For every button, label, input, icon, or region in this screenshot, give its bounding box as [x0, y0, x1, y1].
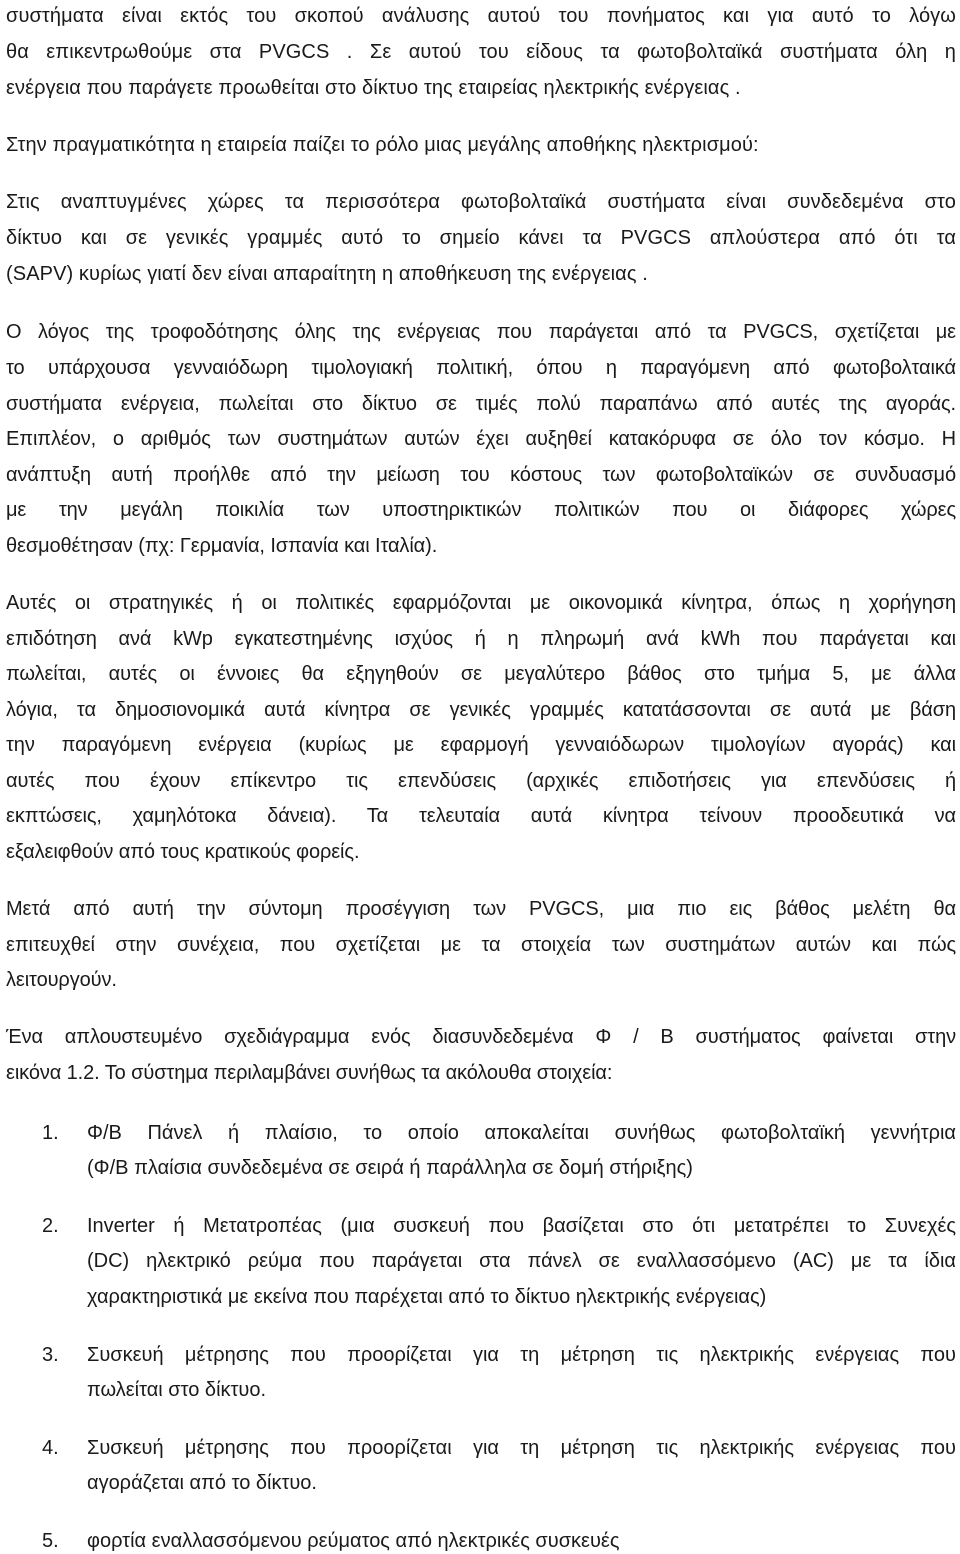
list-item-2-line-1: Inverter ή Μετατροπέας (μια συσκευή που βασίζεται στο ότι μετατρέπει το Συνεχές	[87, 1215, 956, 1237]
paragraph-5-line-8: εξαλειφθούν από τους κρατικούς φορείς.	[6, 841, 360, 863]
paragraph-5-line-6: αυτές που έχουν επίκεντρο τις επενδύσεις (αρχικές επιδοτήσεις για επενδύσεις ή	[6, 770, 956, 792]
paragraph-3-line-2: δίκτυο και σε γενικές γραμμές αυτό το σημείο κάνει τα PVGCS απλούστερα από ότι τα	[6, 227, 956, 249]
list-item-2-line-2: (DC) ηλεκτρικό ρεύμα που παράγεται στα πάνελ σε εναλλασσόμενο (AC) με τα ίδια	[87, 1250, 956, 1272]
paragraph-1-line-2: θα επικεντρωθούμε στα PVGCS . Σε αυτού του είδους τα φωτοβολταϊκά συστήματα όλη η	[6, 41, 956, 63]
list-item-1-line-1: Φ/Β Πάνελ ή πλαίσιο, το οποίο αποκαλείται συνήθως φωτοβολταϊκή γεννήτρια	[87, 1122, 956, 1144]
list-number: 2.	[42, 1215, 59, 1237]
list-item-1-line-2: (Φ/Β πλαίσια συνδεδεμένα σε σειρά ή παράλληλα σε δομή στήριξης)	[87, 1157, 693, 1179]
paragraph-3-line-1: Στις αναπτυγμένες χώρες τα περισσότερα φωτοβολταϊκά συστήματα είναι συνδεδεμένα στο	[6, 191, 956, 213]
paragraph-4-line-7: θεσμοθέτησαν (πχ: Γερμανία, Ισπανία και Ιταλία).	[6, 535, 438, 557]
list-item-4-line-1: Συσκευή μέτρησης που προορίζεται για τη μέτρηση τις ηλεκτρικής ενέργειας που	[87, 1437, 956, 1459]
list-item-3-line-1: Συσκευή μέτρησης που προορίζεται για τη μέτρηση τις ηλεκτρικής ενέργειας που	[87, 1344, 956, 1366]
paragraph-7-line-1: Ένα απλουστευμένο σχεδιάγραμμα ενός διασυνδεδεμένα Φ / Β συστήματος φαίνεται στην	[6, 1026, 956, 1048]
paragraph-4-line-6: με την μεγάλη ποικιλία των υποστηρικτικών πολιτικών που οι διάφορες χώρες	[6, 499, 956, 521]
paragraph-5-line-1: Αυτές οι στρατηγικές ή οι πολιτικές εφαρμόζονται με οικονομικά κίνητρα, όπως η χορήγηση	[6, 592, 956, 614]
list-number: 3.	[42, 1344, 59, 1366]
paragraph-5-line-7: εκπτώσεις, χαμηλότοκα δάνεια). Τα τελευταία αυτά κίνητρα τείνουν προοδευτικά να	[6, 805, 956, 827]
list-number: 4.	[42, 1437, 59, 1459]
paragraph-1-line-3: ενέργεια που παράγετε προωθείται στο δίκτυο της εταιρείας ηλεκτρικής ενέργειας .	[6, 77, 741, 99]
paragraph-1-line-1: συστήματα είναι εκτός του σκοπού ανάλυσης αυτού του πονήματος και για αυτό το λόγω	[6, 5, 956, 27]
paragraph-5-line-3: πωλείται, αυτές οι έννοιες θα εξηγηθούν σε μεγαλύτερο βάθος στο τμήμα 5, με άλλα	[6, 663, 956, 685]
list-number: 5.	[42, 1530, 59, 1552]
paragraph-3-line-3: (SAPV) κυρίως γιατί δεν είναι απαραίτητη η αποθήκευση της ενέργειας .	[6, 263, 648, 285]
list-item-2-line-3: χαρακτηριστικά με εκείνα που παρέχεται από το δίκτυο ηλεκτρικής ενέργειας)	[87, 1286, 767, 1308]
list-item-3-line-2: πωλείται στο δίκτυο.	[87, 1379, 267, 1401]
list-item-4-line-2: αγοράζεται από το δίκτυο.	[87, 1472, 317, 1494]
paragraph-5-line-2: επιδότηση ανά kWp εγκατεστημένης ισχύος ή η πληρωμή ανά kWh που παράγεται και	[6, 628, 956, 650]
paragraph-4-line-2: το υπάρχουσα γενναιόδωρη τιμολογιακή πολιτική, όπου η παραγόμενη από φωτοβολταικά	[6, 357, 956, 379]
paragraph-5-line-4: λόγια, τα δημοσιονομικά αυτά κίνητρα σε γενικές γραμμές κατατάσσονται σε αυτά με βάση	[6, 699, 956, 721]
paragraph-2-line-1: Στην πραγματικότητα η εταιρεία παίζει το ρόλο μιας μεγάλης αποθήκης ηλεκτρισμού:	[6, 134, 759, 156]
paragraph-4-line-1: Ο λόγος της τροφοδότησης όλης της ενέργειας που παράγεται από τα PVGCS, σχετίζεται με	[6, 321, 956, 343]
paragraph-6-line-2: επιτευχθεί στην συνέχεια, που σχετίζεται με τα στοιχεία των συστημάτων αυτών και πώς	[6, 934, 956, 956]
paragraph-6-line-1: Μετά από αυτή την σύντομη προσέγγιση των PVGCS, μια πιο εις βάθος μελέτη θα	[6, 898, 956, 920]
paragraph-6-line-3: λειτουργούν.	[6, 969, 117, 991]
paragraph-5-line-5: την παραγόμενη ενέργεια (κυρίως με εφαρμογή γενναιόδωρων τιμολογίων αγοράς) και	[6, 734, 956, 756]
list-item-5-line-1: φορτία εναλλασσόμενου ρεύματος από ηλεκτρικές συσκευές	[87, 1530, 620, 1552]
paragraph-4-line-5: ανάπτυξη αυτή προήλθε από την μείωση του κόστους των φωτοβολταϊκών σε συνδυασμό	[6, 464, 956, 486]
paragraph-7-line-2: εικόνα 1.2. Το σύστημα περιλαμβάνει συνήθως τα ακόλουθα στοιχεία:	[6, 1062, 613, 1084]
list-number: 1.	[42, 1122, 59, 1144]
paragraph-4-line-4: Επιπλέον, ο αριθμός των συστημάτων αυτών έχει αυξηθεί κατακόρυφα σε όλο τον κόσμο. Η	[6, 428, 956, 450]
paragraph-4-line-3: συστήματα ενέργεια, πωλείται στο δίκτυο σε τιμές πολύ παραπάνω από αυτές της αγοράς.	[6, 393, 956, 415]
